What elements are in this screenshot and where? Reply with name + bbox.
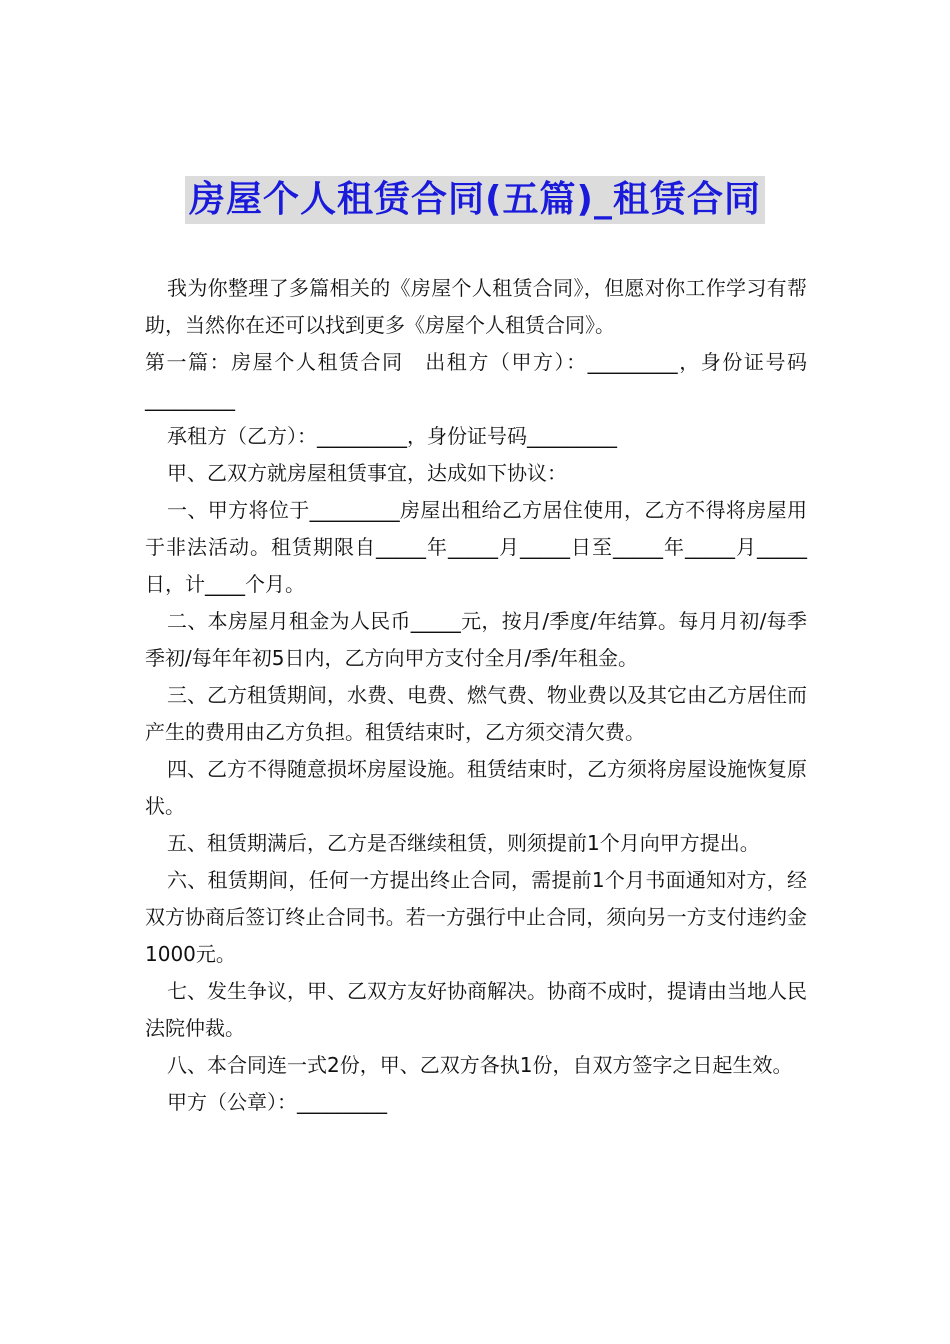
paragraph-lessee: 承租方（乙方）：_________，身份证号码_________: [167, 424, 617, 448]
document-body: [145, 270, 807, 1121]
paragraph-clause-4: 四、乙方不得随意损坏房屋设施。租赁结束时，乙方须将房屋设施恢复原状。: [145, 757, 807, 818]
paragraph-clause-2: 二、本房屋月租金为人民币_____元，按月/季度/年结算。每月月初/每季季初/每年年初5日内，乙方向甲方支付全月/季/年租金。: [145, 609, 807, 670]
paragraph-clause-7: 七、发生争议，甲、乙双方友好协商解决。协商不成时，提请由当地人民法院仲裁。: [145, 979, 807, 1040]
paragraph-clause-1: 一、甲方将位于_________房屋出租给乙方居住使用，乙方不得将房屋用于非法活动。租赁期限自_____年_____月_____日至_____年_____月_____日，计____个月。: [145, 498, 807, 596]
paragraph-intro: 我为你整理了多篇相关的《房屋个人租赁合同》，但愿对你工作学习有帮助，当然你在还可以找到更多《房屋个人租赁合同》。: [145, 276, 807, 337]
paragraph-clause-5: 五、租赁期满后，乙方是否继续租赁，则须提前1个月向甲方提出。: [167, 831, 760, 855]
paragraph-signature: 甲方（公章）：_________: [167, 1090, 387, 1114]
title-wrap: [0, 176, 950, 224]
paragraph-clause-6: 六、租赁期间，任何一方提出终止合同，需提前1个月书面通知对方，经双方协商后签订终止合同书。若一方强行中止合同，须向另一方支付违约金1000元。: [145, 868, 807, 966]
document-title: 房屋个人租赁合同(五篇)_租赁合同: [185, 176, 765, 224]
paragraph-part1-lessor: 第一篇：房屋个人租赁合同 出租方（甲方）：_________，身份证号码_________: [145, 350, 807, 411]
paragraph-clause-8: 八、本合同连一式2份，甲、乙双方各执1份，自双方签字之日起生效。: [167, 1053, 793, 1077]
paragraph-agreement: 甲、乙双方就房屋租赁事宜，达成如下协议：: [167, 461, 567, 485]
paragraph-clause-3: 三、乙方租赁期间，水费、电费、燃气费、物业费以及其它由乙方居住而产生的费用由乙方负担。租赁结束时，乙方须交清欠费。: [145, 683, 807, 744]
